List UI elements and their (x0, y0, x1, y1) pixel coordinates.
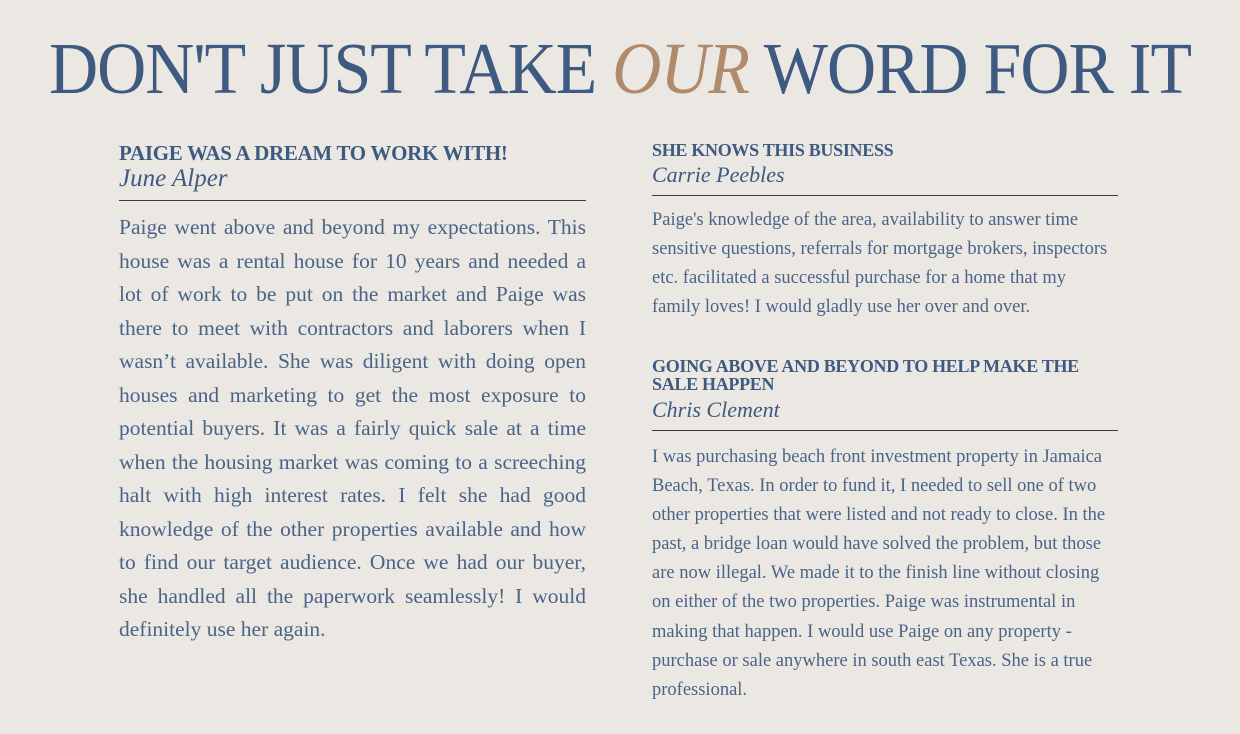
testimonial-june-alper (119, 140, 586, 647)
testimonial-body: Paige's knowledge of the area, availability to answer time sensitive questions, referrals for mortgage brokers, inspectors etc. facilitated a successful purchase for a home that my family loves! I would gladly use her over and over. (652, 210, 1108, 317)
testimonial-author: June Alper (119, 165, 228, 192)
testimonial-divider (119, 200, 586, 201)
testimonial-chris-clement (652, 357, 1118, 705)
page-headline (0, 25, 1240, 111)
testimonial-body: I was purchasing beach front investment property in Jamaica Beach, Texas. In order to fund it, I needed to sell one of two other properties that were listed and not ready to close. In the past, a bridge loan would have solved the problem, but those are now illegal. We made it to the finish line without closing on either of the two properties. Paige was instrumental in making that happen. I would use Paige on any property - purchase or sale anywhere in south east Texas. She is a true professional. (652, 447, 1106, 700)
testimonial-body: Paige went above and beyond my expectations. This house was a rental house for 10 years and needed a lot of work to be put on the market and Paige was there to meet with contractors and laborers when I wasn’t available. She was diligent with doing open houses and marketing to get the most exposure to potential buyers. It was a fairly quick sale at a time when the housing market was coming to a screeching halt with high interest rates. I felt she had good knowledge of the other properties available and how to find our target audience. Once we had our buyer, she handled all the paperwork seamlessly! I would definitely use her again. (119, 215, 586, 641)
headline-after: WORD FOR IT (763, 26, 1191, 110)
testimonial-title: GOING ABOVE AND BEYOND TO HELP MAKE THE SALE HAPPEN (652, 356, 1079, 394)
testimonial-divider (652, 195, 1118, 196)
testimonial-divider (652, 430, 1118, 431)
headline-accent: OUR (612, 26, 749, 110)
testimonial-title: PAIGE WAS A DREAM TO WORK WITH! (119, 141, 508, 165)
testimonial-author: Chris Clement (652, 397, 780, 422)
testimonial-carrie-peebles (652, 140, 1118, 322)
headline-before: DON'T JUST TAKE (49, 26, 597, 110)
testimonial-title: SHE KNOWS THIS BUSINESS (652, 140, 894, 160)
testimonial-author: Carrie Peebles (652, 162, 785, 187)
